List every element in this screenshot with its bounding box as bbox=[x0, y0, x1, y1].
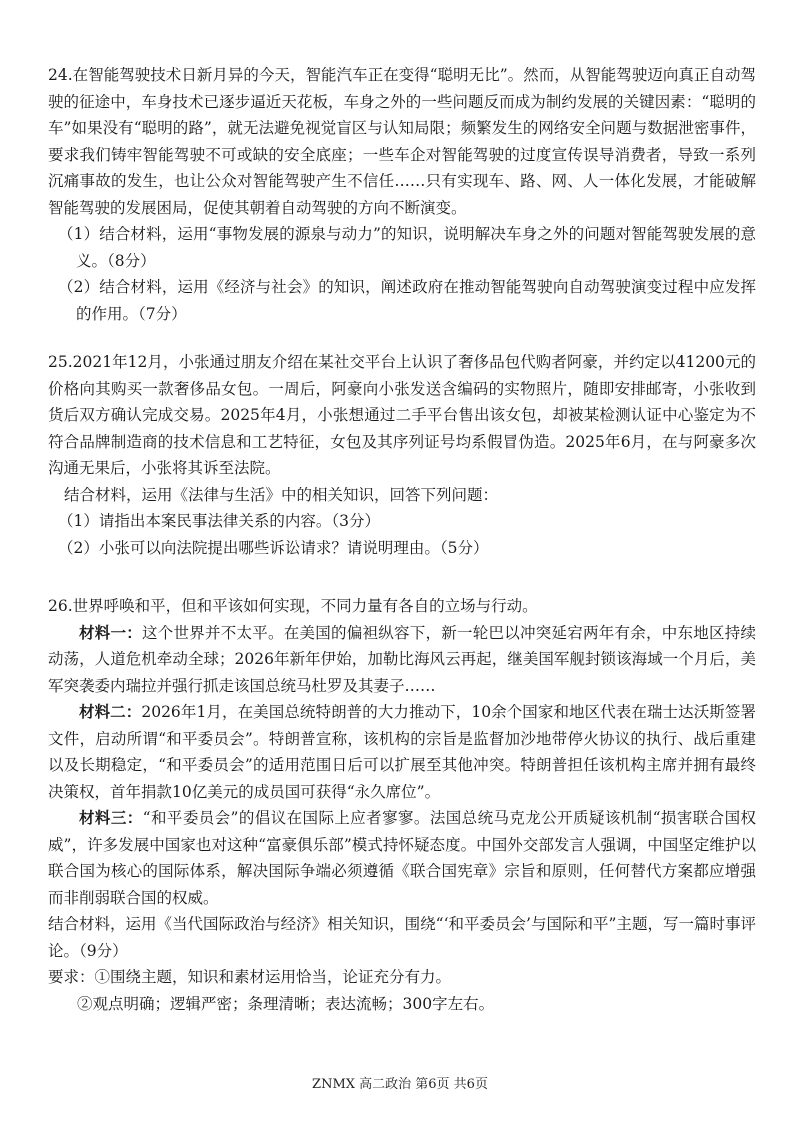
question-25 bbox=[48, 349, 756, 561]
question-24-part-1: （1）结合材料，运用“事物发展的源泉与动力”的知识，说明解决车身之外的问题对智能驾驶发展的意义。（8分） bbox=[58, 225, 756, 270]
material-2-label: 材料二： bbox=[79, 702, 142, 721]
question-24-stem: 24.在智能驾驶技术日新月异的今天，智能汽车正在变得“聪明无比”。然而，从智能驾驶迈向真正自动驾驶的征途中，车身技术已逐步逼近天花板，车身之外的一些问题反而成为制约发展的关键因素：“聪明的车”如果没有“聪明的路”，就无法避免视觉盲区与认知局限；频繁发生的网络安全问题与数据泄密事件，要求我们铸牢智能驾驶不可或缺的安全底座；一些车企对智能驾驶的过度宣传误导消费者，导致一系列沉痛事故的发生，也让公众对智能驾驶产生不信任……只有实现车、路、网、人一体化发展，才能破解智能驾驶的发展困局，促使其朝着自动驾驶的方向不断演变。 bbox=[48, 66, 756, 217]
requirement-2: ②观点明确；逻辑严密；条理清晰；表达流畅；300字左右。 bbox=[77, 994, 495, 1013]
requirement-1: 要求：①围绕主题，知识和素材运用恰当，论证充分有力。 bbox=[48, 968, 452, 986]
question-25-part-1: （1）请指出本案民事法律关系的内容。（3分） bbox=[58, 512, 380, 530]
question-26-stem: 26.世界呼唤和平，但和平该如何实现，不同力量有各自的立场与行动。 bbox=[48, 597, 538, 615]
material-2-text: 2026年1月，在美国总统特朗普的大力推动下，10余个国家和地区代表在瑞士达沃斯签署文件，启动所谓“和平委员会”。特朗普宣称，该机构的宗旨是监督加沙地带停火协议的执行、战后重建以及长期稳定，“和平委员会”的适用范围日后可以扩展至其他冲突。特朗普担任该机构主席并拥有最终决策权，首年捐款10亿美元的成员国可获得“永久席位”。 bbox=[48, 703, 756, 801]
material-1 bbox=[48, 620, 756, 700]
material-3 bbox=[48, 805, 756, 911]
question-25-part-2: （2）小张可以向法院提出哪些诉讼请求？请说明理由。（5分） bbox=[58, 538, 489, 557]
question-24 bbox=[48, 62, 756, 327]
question-25-intro: 结合材料，运用《法律与生活》中的相关知识，回答下列问题： bbox=[64, 485, 499, 504]
material-2 bbox=[48, 699, 756, 805]
question-26 bbox=[48, 593, 756, 1017]
material-1-label: 材料一： bbox=[79, 622, 142, 642]
question-26-task: 结合材料，运用《当代国际政治与经济》相关知识，围绕“‘和平委员会’与国际和平”主题，写一篇时事评论。（9分） bbox=[48, 915, 756, 960]
material-3-label: 材料三： bbox=[79, 808, 143, 827]
question-25-stem: 25.2021年12月，小张通过朋友介绍在某社交平台上认识了奢侈品包代购者阿豪，并约定以41200元的价格向其购买一款奢侈品女包。一周后，阿豪向小张发送含编码的实物照片，随即安排邮寄，小张收到货后双方确认完成交易。2025年4月，小张想通过二手平台售出该女包，却被某检测认证中心鉴定为不符合品牌制造商的技术信息和工艺特征，女包及其序列证号均系假冒伪造。2025年6月，在与阿豪多次沟通无果后，小张将其诉至法院。 bbox=[48, 353, 756, 477]
material-1-text: 这个世界并不太平。在美国的偏袒纵容下，新一轮巴以冲突延宕两年有余，中东地区持续动荡，人道危机牵动全球；2026年新年伊始，加勒比海风云再起，继美国军舰封锁该海域一个月后，美军突袭委内瑞拉并强行抓走该国总统马杜罗及其妻子…… bbox=[48, 623, 756, 695]
page-footer: ZNMX 高二政治 第6页 共6页 bbox=[312, 1077, 488, 1092]
question-24-part-2: （2）结合材料，运用《经济与社会》的知识，阐述政府在推动智能驾驶向自动驾驶演变过程中应发挥的作用。（7分） bbox=[58, 278, 756, 323]
material-3-text: “和平委员会”的倡议在国际上应者寥寥。法国总统马克龙公开质疑该机制“损害联合国权威”，许多发展中国家也对这种“富豪俱乐部”模式持怀疑态度。中国外交部发言人强调，中国坚定维护以联合国为核心的国际体系，解决国际争端必须遵循《联合国宪章》宗旨和原则，任何替代方案都应增强而非削弱联合国的权威。 bbox=[48, 809, 756, 907]
